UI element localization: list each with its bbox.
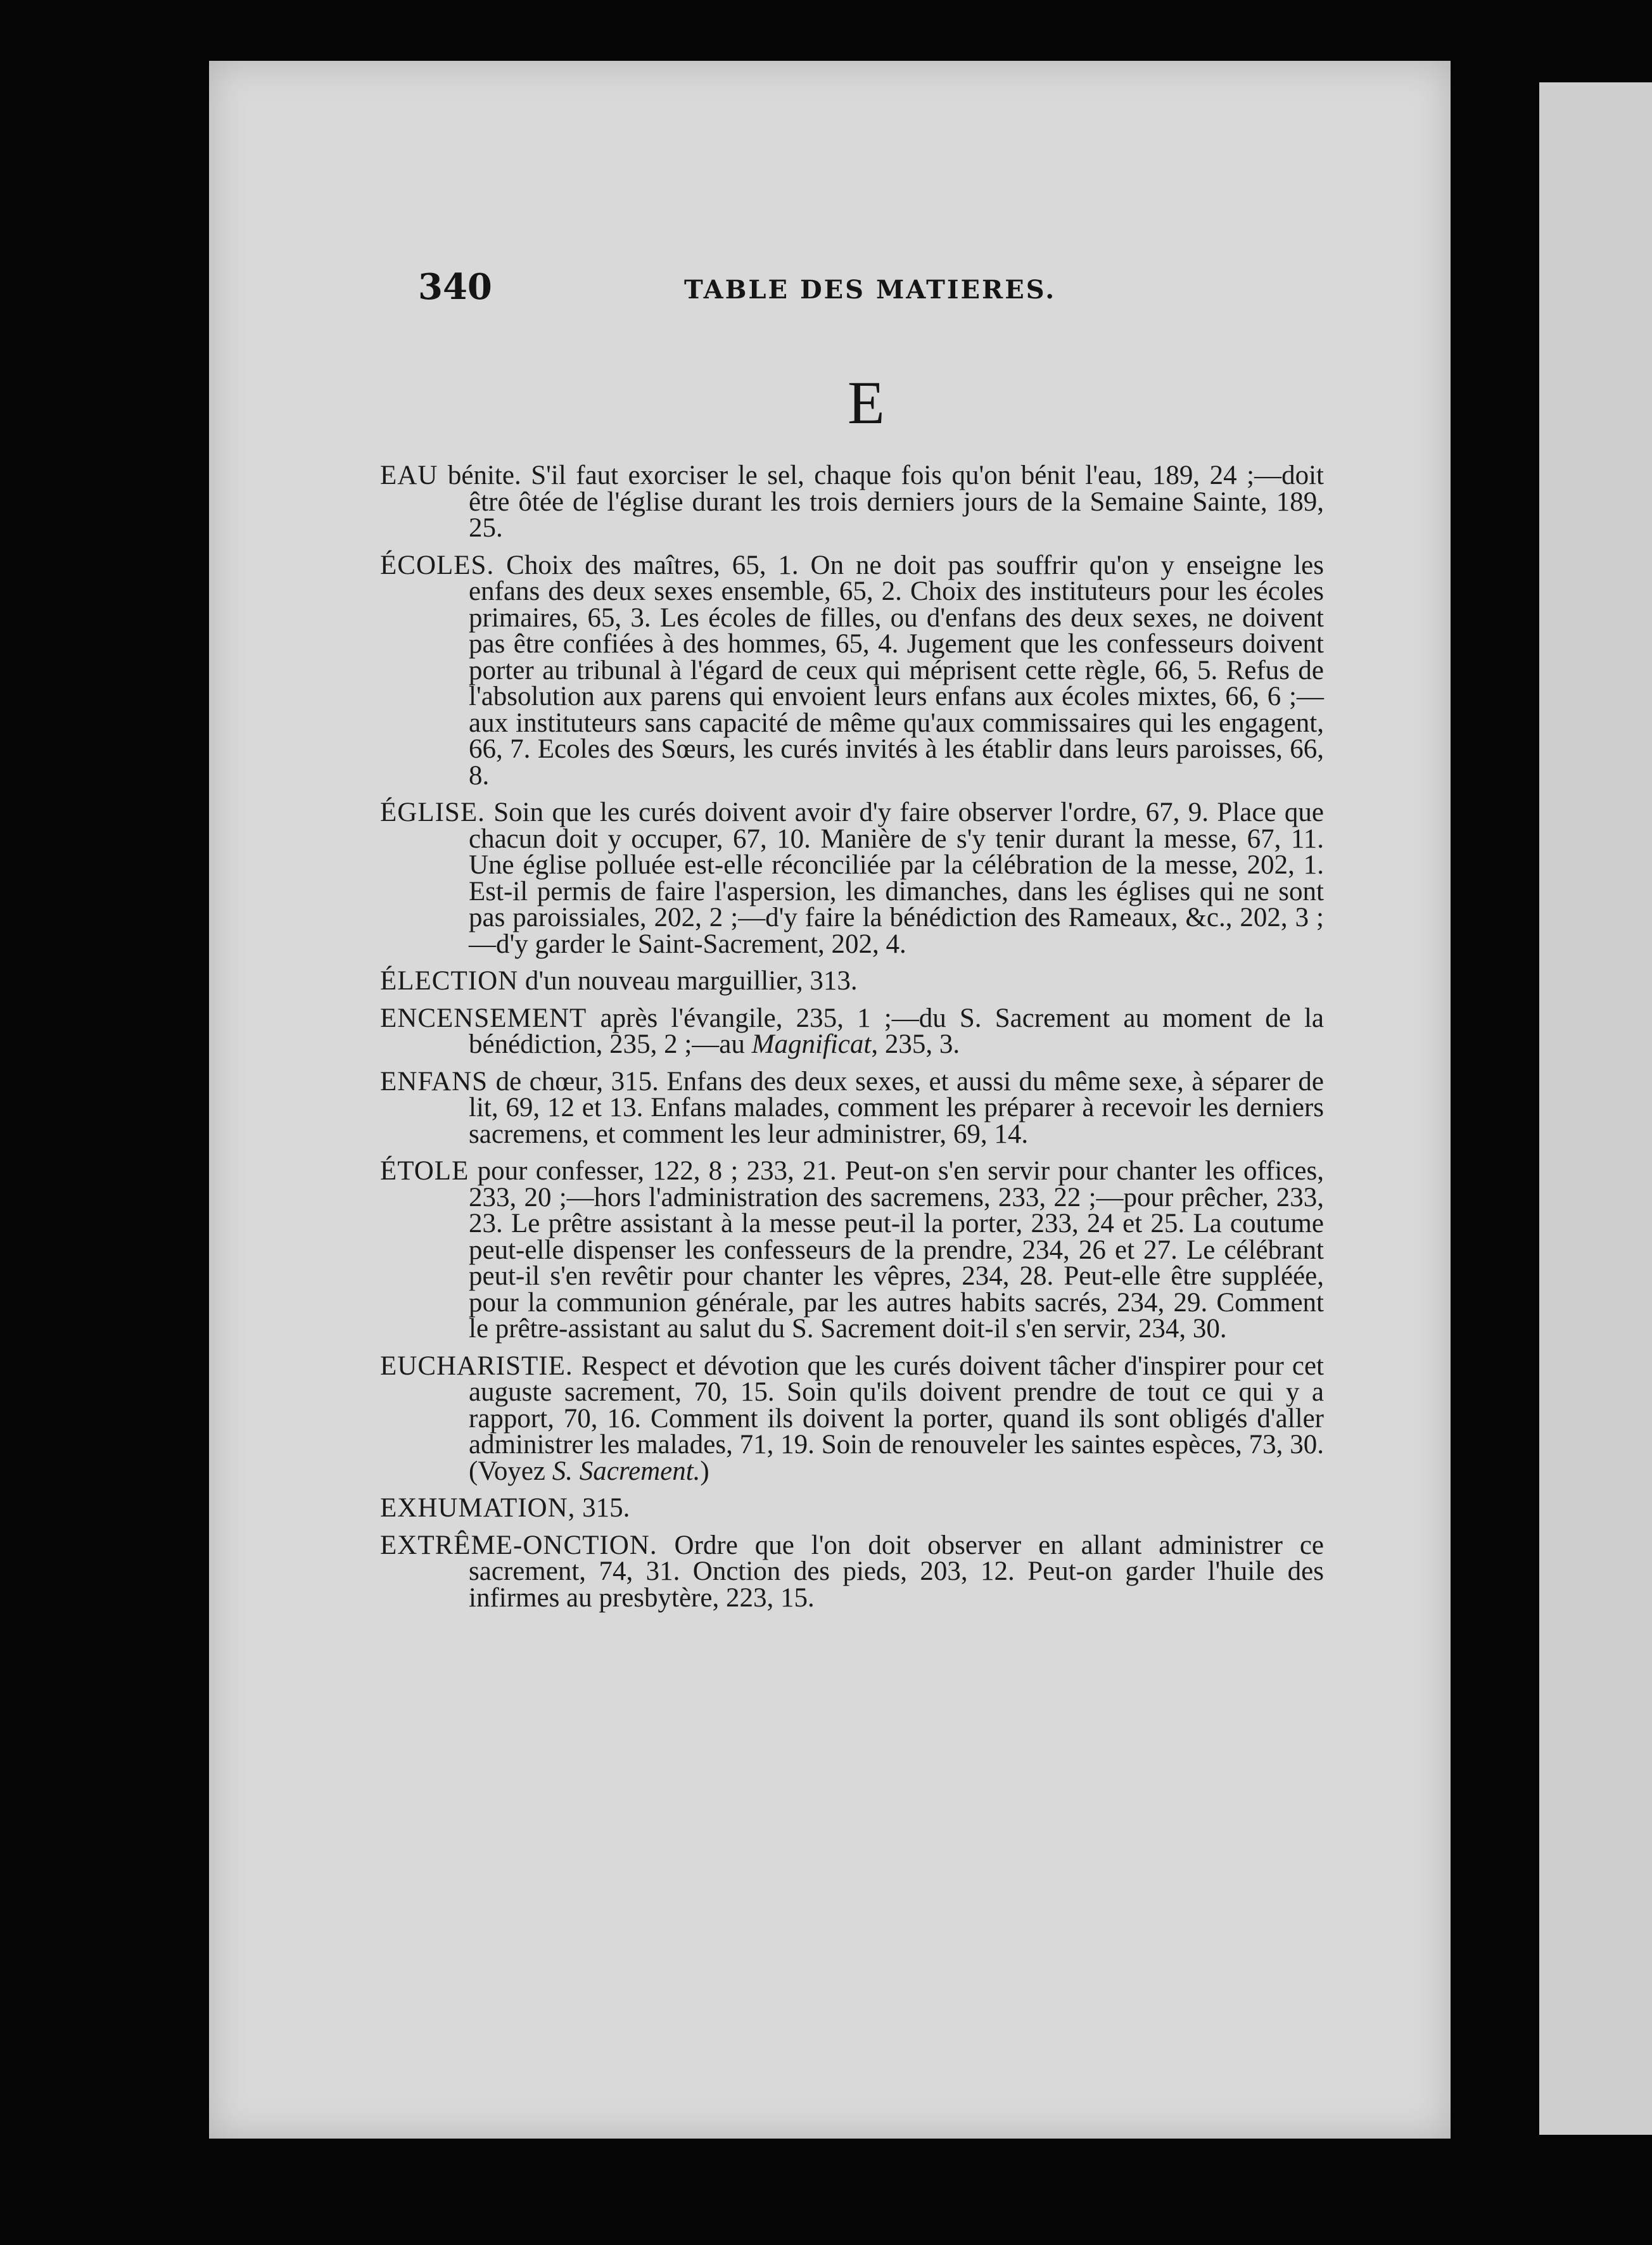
entry-term: EXTRÊME-ONCTION. <box>380 1530 658 1560</box>
entry-text-after: ) <box>700 1456 709 1486</box>
index-entry-eglise <box>380 799 1324 957</box>
entry-term: ÉCOLES. <box>380 550 495 580</box>
entry-text: d'un nouveau marguillier, 313. <box>524 966 858 996</box>
index-entry-exhumation <box>380 1495 1324 1522</box>
index-entries <box>380 462 1324 1622</box>
section-letter: E <box>848 369 885 436</box>
index-entry-ecoles <box>380 552 1324 789</box>
page-header <box>418 266 1115 317</box>
entry-text: Respect et dévotion que les curés doivent tâcher d'inspirer pour cet auguste sacrement, 70, 15. Soin qu'ils doivent prendre de tout ce qui y a rapport, 70, 16. Comment ils doivent la porter, quand ils sont obligés d'aller administrer les malades, 71, 19. Soin de renouveler les saintes espèces, 73, 30. (Voyez <box>469 1351 1324 1486</box>
entry-term: EXHUMATION, <box>380 1493 576 1523</box>
index-entry-eau <box>380 462 1324 542</box>
running-title: TABLE DES MATIERES. <box>684 275 1057 305</box>
index-entry-encensement <box>380 1005 1324 1058</box>
entry-term: ÉGLISE. <box>380 798 485 827</box>
entry-text: Soin que les curés doivent avoir d'y faire observer l'ordre, 67, 9. Place que chacun doit y occuper, 67, 10. Manière de s'y tenir durant la messe, 67, 11. Une église polluée est-elle réconciliée par la célébration de la messe, 202, 1. Est-il permis de faire l'aspersion, les dimanches, dans les églises qui ne sont pas paroissiales, 202, 2 ;—d'y faire la bénédiction des Rameaux, &c., 202, 3 ;—d'y garder le Saint-Sacrement, 202, 4. <box>469 798 1324 959</box>
index-entry-election <box>380 968 1324 995</box>
entry-text: 315. <box>582 1493 630 1523</box>
adjacent-page-edge <box>1539 82 1652 2135</box>
entry-text: pour confesser, 122, 8 ; 233, 21. Peut-on s'en servir pour chanter les offices, 233, 20 ;—hors l'administration des sacremens, 233, 22 ;—pour prêcher, 233, 23. Le prêtre assistant à la messe peut-il la porter, 233, 24 et 25. La coutume peut-elle dispenser les confesseurs de la prendre, 234, 26 et 27. Le célébrant peut-il s'en revêtir pour chanter les vêpres, 234, 28. Peut-elle être suppléée, pour la communion générale, par les autres habits sacrés, 234, 29. Comment le prêtre-assistant au salut du S. Sacrement doit-il s'en servir, 234, 30. <box>469 1156 1325 1344</box>
index-entry-extreme-onction <box>380 1532 1324 1612</box>
entry-term: ÉTOLE <box>380 1156 469 1186</box>
index-entry-etole <box>380 1158 1324 1342</box>
index-entry-eucharistie <box>380 1353 1324 1485</box>
index-entry-enfans <box>380 1066 1325 1149</box>
entry-term: ENFANS <box>380 1066 488 1097</box>
entry-text: après l'évangile, 235, 1 ;—du S. Sacrement au moment de la bénédiction, 235, 2 ;—au <box>469 1003 1324 1059</box>
entry-text-after: , 235, 3. <box>871 1029 960 1059</box>
entry-text: bénite. S'il faut exorciser le sel, chaque fois qu'on bénit l'eau, 189, 24 ;—doit être ôtée de l'église durant les trois derniers jours de la Semaine Sainte, 189, 25. <box>447 461 1324 543</box>
entry-text: de chœur, 315. Enfans des deux sexes, et aussi du même sexe, à séparer de lit, 69, 12 et 13. Enfans malades, comment les préparer à recevoir les derniers sacremens, et comment les leur administrer, 69, 14. <box>469 1066 1325 1149</box>
entry-term: ÉLECTION <box>380 966 519 996</box>
entry-term: EAU <box>380 461 438 490</box>
entry-text: Choix des maîtres, 65, 1. On ne doit pas souffrir qu'on y enseigne les enfans des deux sexes ensemble, 65, 2. Choix des instituteurs pour les écoles primaires, 65, 3. Les écoles de filles, ou d'enfans des deux sexes, ne doivent pas être confiées à des hommes, 65, 4. Jugement que les confesseurs doivent porter au tribunal à l'égard de ceux qui méprisent cette règle, 66, 5. Refus de l'absolution aux parens qui envoient leurs enfans aux écoles mixtes, 66, 6 ;—aux instituteurs sans capacité de même qu'aux commissaires qui les engagent, 66, 7. Ecoles des Sœurs, les curés invités à les établir dans leurs paroisses, 66, 8. <box>469 550 1325 791</box>
entry-term: EUCHARISTIE. <box>380 1351 573 1381</box>
entry-text: Ordre que l'on doit observer en allant administrer ce sacrement, 74, 31. Onction des pieds, 203, 12. Peut-on garder l'huile des infirmes au presbytère, 223, 15. <box>469 1530 1325 1613</box>
entry-italic-reference: S. Sacrement. <box>552 1456 701 1486</box>
page-number: 340 <box>418 266 492 308</box>
entry-italic-reference: Magnificat <box>751 1029 872 1059</box>
entry-term: ENCENSEMENT <box>380 1003 587 1033</box>
